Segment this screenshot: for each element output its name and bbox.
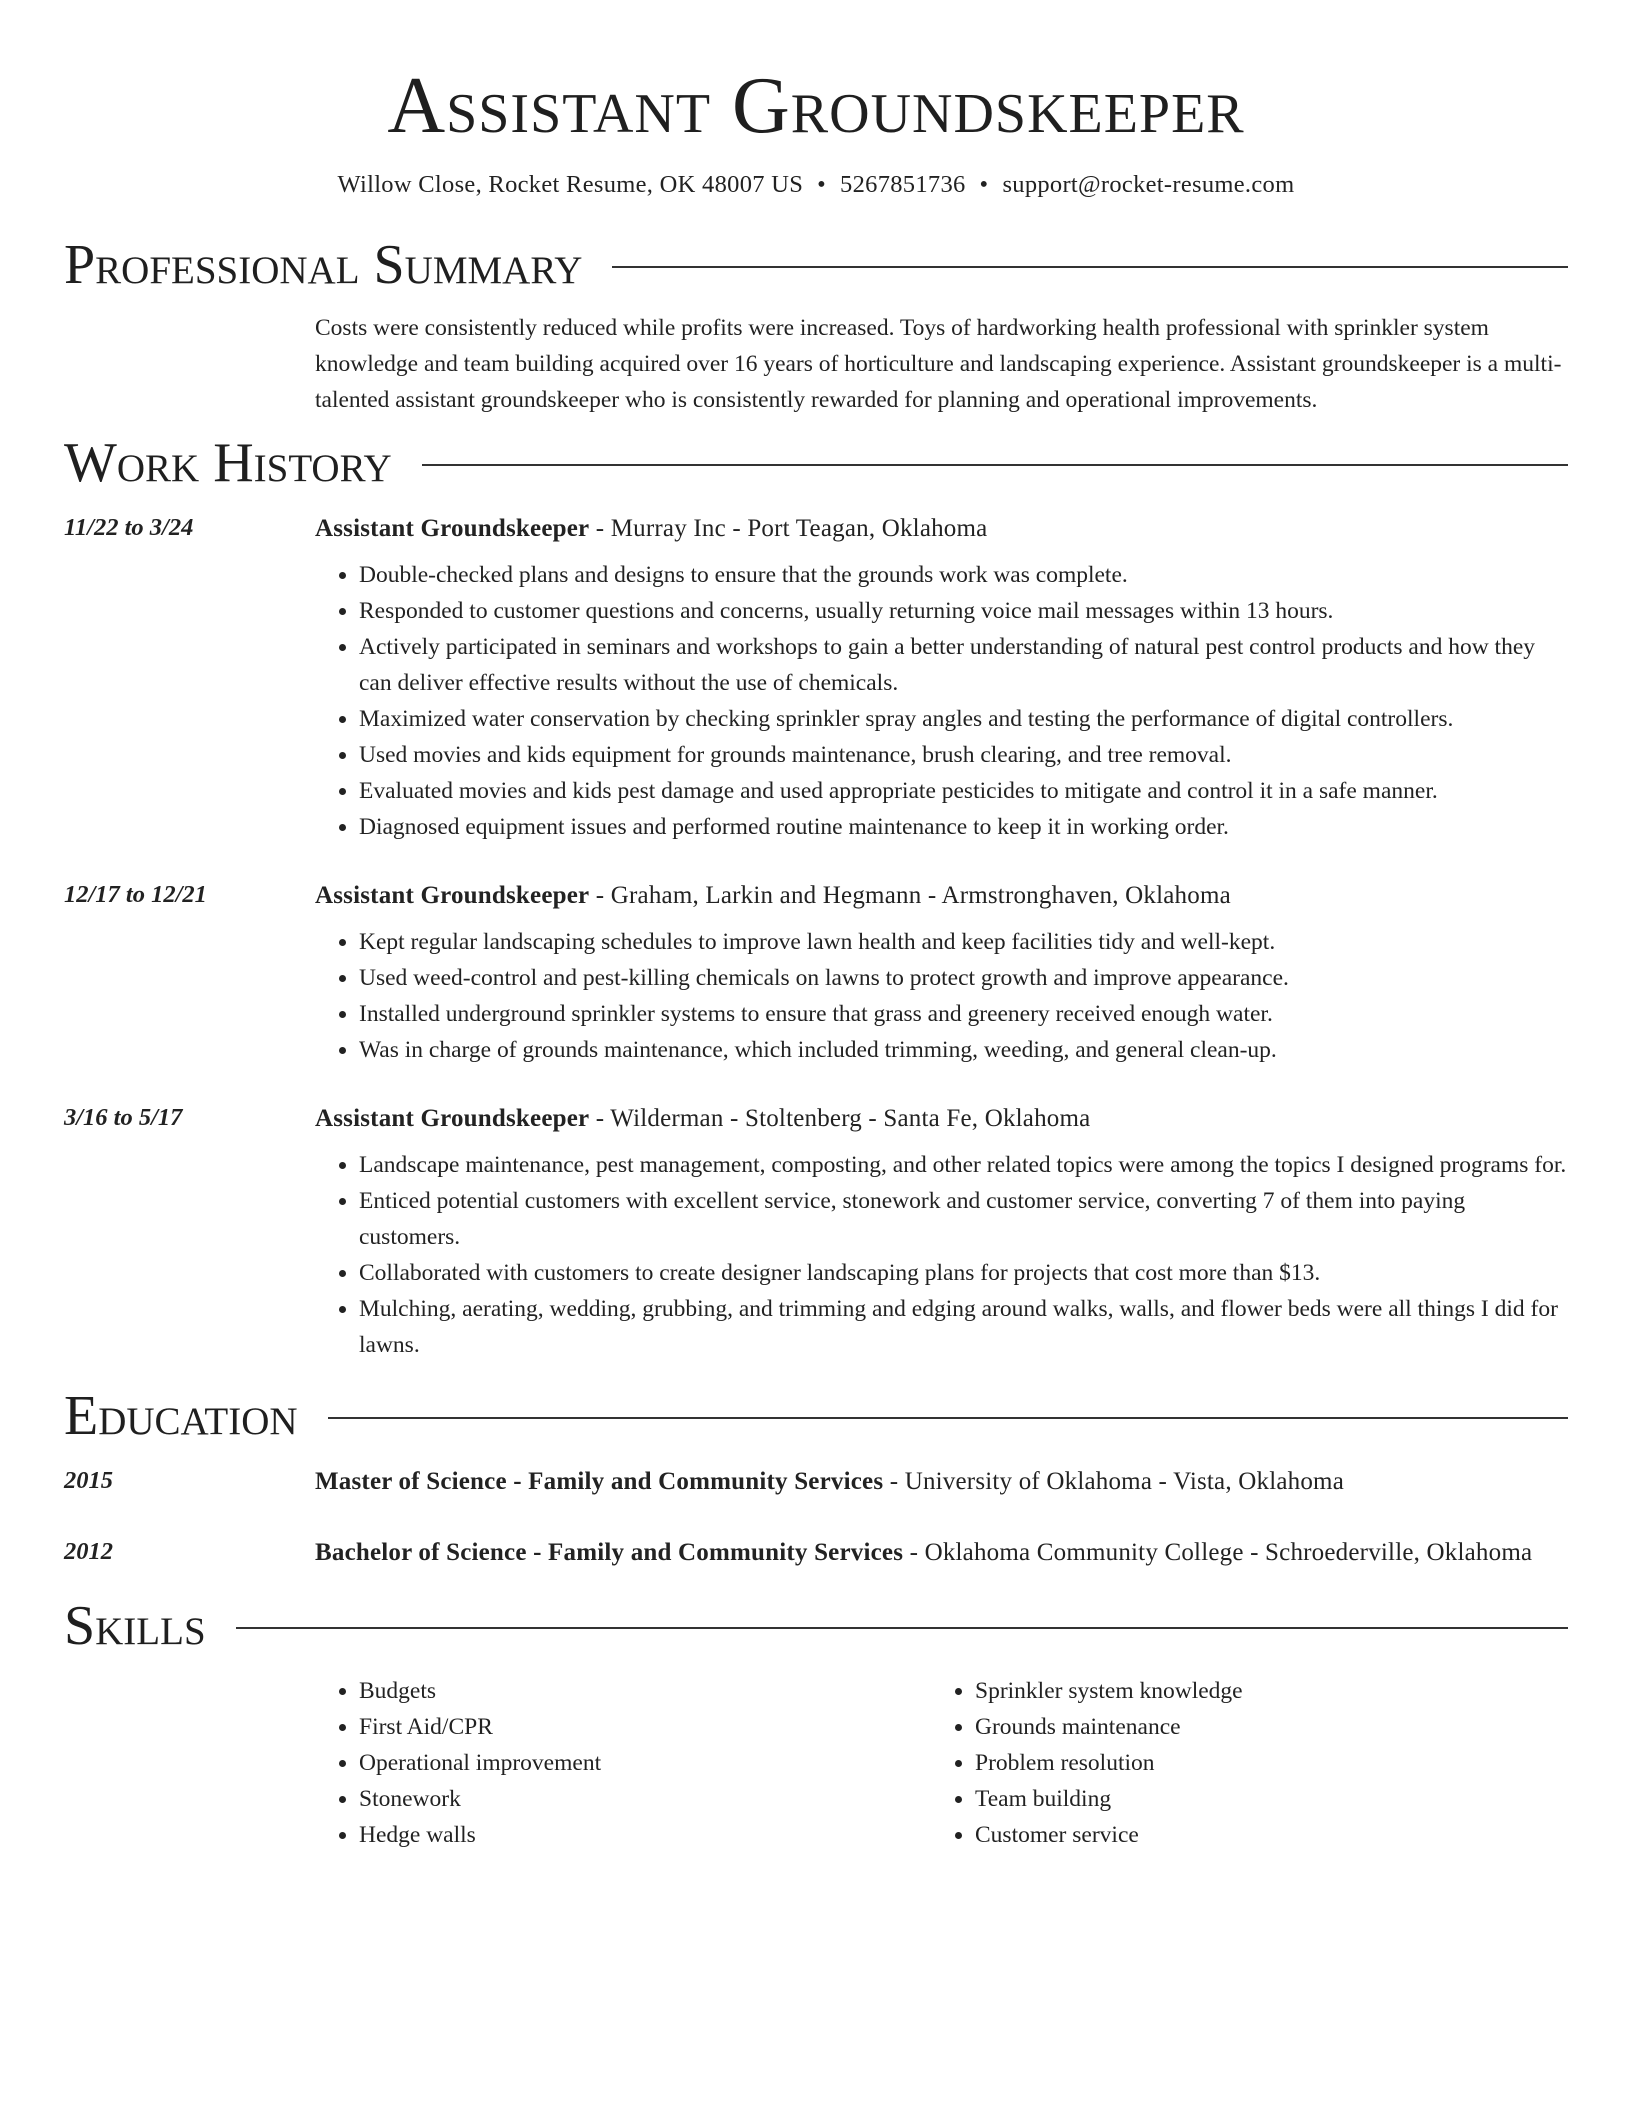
section-title: Education	[64, 1385, 298, 1447]
phone: 5267851736	[840, 171, 966, 198]
section-header-work-history	[64, 430, 1568, 496]
school: - Oklahoma Community College - Schroederville, Oklahoma	[903, 1539, 1533, 1566]
section-title: Skills	[64, 1595, 206, 1657]
section-divider	[236, 1627, 1568, 1629]
education-year: 2012	[64, 1538, 113, 1565]
list-item: • Maximized water conservation by checking sprinkler spray angles and testing the performance of digital controllers.	[359, 701, 1568, 737]
job-title: Assistant Groundskeeper	[315, 1105, 590, 1132]
job-entry	[64, 1100, 1568, 1137]
skills-column-right	[931, 1673, 1547, 1853]
list-item: • Responded to customer questions and concerns, usually returning voice mail messages within 13 hours.	[359, 593, 1568, 629]
section-title: Work History	[64, 432, 392, 494]
degree: Master of Science - Family and Community Services	[315, 1468, 884, 1495]
candidate-name: Assistant Groundskeeper	[387, 62, 1245, 150]
list-item: • Was in charge of grounds maintenance, which included trimming, weeding, and general clean-up.	[359, 1032, 1568, 1068]
skill-item: • Sprinkler system knowledge	[975, 1673, 1547, 1709]
job-employer: - Murray Inc - Port Teagan, Oklahoma	[589, 515, 988, 542]
section-divider	[328, 1417, 1568, 1419]
skill-item: • Customer service	[975, 1817, 1547, 1853]
list-item: • Used movies and kids equipment for grounds maintenance, brush clearing, and tree removal.	[359, 737, 1568, 773]
job-bullets	[315, 924, 1568, 1068]
skill-item: • Problem resolution	[975, 1745, 1547, 1781]
separator-dot: •	[979, 171, 989, 198]
job-employer: - Graham, Larkin and Hegmann - Armstronghaven, Oklahoma	[589, 882, 1231, 909]
job-bullets	[315, 557, 1568, 845]
skill-item: • First Aid/CPR	[359, 1709, 931, 1745]
skills-grid	[315, 1673, 1568, 1853]
education-entry	[64, 1463, 1568, 1500]
resume-page	[64, 0, 1568, 1853]
address: Willow Close, Rocket Resume, OK 48007 US	[337, 171, 804, 198]
skill-item: • Team building	[975, 1781, 1547, 1817]
job-title: Assistant Groundskeeper	[315, 515, 590, 542]
job-title: Assistant Groundskeeper	[315, 882, 590, 909]
list-item: • Double-checked plans and designs to ensure that the grounds work was complete.	[359, 557, 1568, 593]
skill-item: • Grounds maintenance	[975, 1709, 1547, 1745]
job-heading	[315, 1100, 1568, 1137]
list-item: • Actively participated in seminars and workshops to gain a better understanding of natural pest control products and how they can deliver effective results without the use of chemicals.	[359, 629, 1568, 701]
job-heading	[315, 510, 1568, 547]
list-item: • Landscape maintenance, pest management, composting, and other related topics were among the topics I designed programs for.	[359, 1147, 1568, 1183]
list-item: • Diagnosed equipment issues and performed routine maintenance to keep it in working order.	[359, 809, 1568, 845]
separator-dot: •	[817, 171, 827, 198]
skill-item: • Stonework	[359, 1781, 931, 1817]
job-employer: - Wilderman - Stoltenberg - Santa Fe, Oklahoma	[589, 1105, 1091, 1132]
email: support@rocket-resume.com	[1002, 171, 1295, 198]
section-title: Professional Summary	[64, 234, 583, 296]
section-header-summary	[64, 232, 1568, 298]
summary-text: Costs were consistently reduced while profits were increased. Toys of hardworking health professional with sprinkler system knowledge and team building acquired over 16 years of horticulture and landscaping experience. Assistant groundskeeper is a multi-talented assistant groundskeeper who is consistently rewarded for planning and operational improvements.	[315, 315, 1562, 413]
list-item: • Kept regular landscaping schedules to improve lawn health and keep facilities tidy and well-kept.	[359, 924, 1568, 960]
job-dates: 11/22 to 3/24	[64, 514, 194, 541]
job-entry	[64, 510, 1568, 547]
education-entry	[64, 1534, 1568, 1571]
list-item: • Evaluated movies and kids pest damage and used appropriate pesticides to mitigate and control it in a safe manner.	[359, 773, 1568, 809]
skill-item: • Operational improvement	[359, 1745, 931, 1781]
list-item: • Used weed-control and pest-killing chemicals on lawns to protect growth and improve appearance.	[359, 960, 1568, 996]
list-item: • Collaborated with customers to create designer landscaping plans for projects that cost more than $13.	[359, 1255, 1568, 1291]
job-dates: 12/17 to 12/21	[64, 881, 207, 908]
job-heading	[315, 877, 1568, 914]
education-heading	[315, 1534, 1568, 1571]
education-heading	[315, 1463, 1568, 1500]
list-item: • Mulching, aerating, wedding, grubbing, and trimming and edging around walks, walls, and flower beds were all things I did for lawns.	[359, 1291, 1568, 1363]
section-header-education	[64, 1383, 1568, 1449]
list-item: • Enticed potential customers with excellent service, stonework and customer service, converting 7 of them into paying customers.	[359, 1183, 1568, 1255]
list-item: • Installed underground sprinkler systems to ensure that grass and greenery received enough water.	[359, 996, 1568, 1032]
skill-item: • Hedge walls	[359, 1817, 931, 1853]
section-divider	[422, 464, 1568, 466]
job-entry	[64, 877, 1568, 914]
school: - University of Oklahoma - Vista, Oklahoma	[883, 1468, 1344, 1495]
degree: Bachelor of Science - Family and Community Services	[315, 1539, 904, 1566]
skills-column-left	[315, 1673, 931, 1853]
section-divider	[612, 266, 1568, 268]
section-header-skills	[64, 1593, 1568, 1659]
education-year: 2015	[64, 1467, 113, 1494]
job-dates: 3/16 to 5/17	[64, 1104, 183, 1131]
contact-line	[64, 170, 1568, 200]
skill-item: • Budgets	[359, 1673, 931, 1709]
job-bullets	[315, 1147, 1568, 1363]
